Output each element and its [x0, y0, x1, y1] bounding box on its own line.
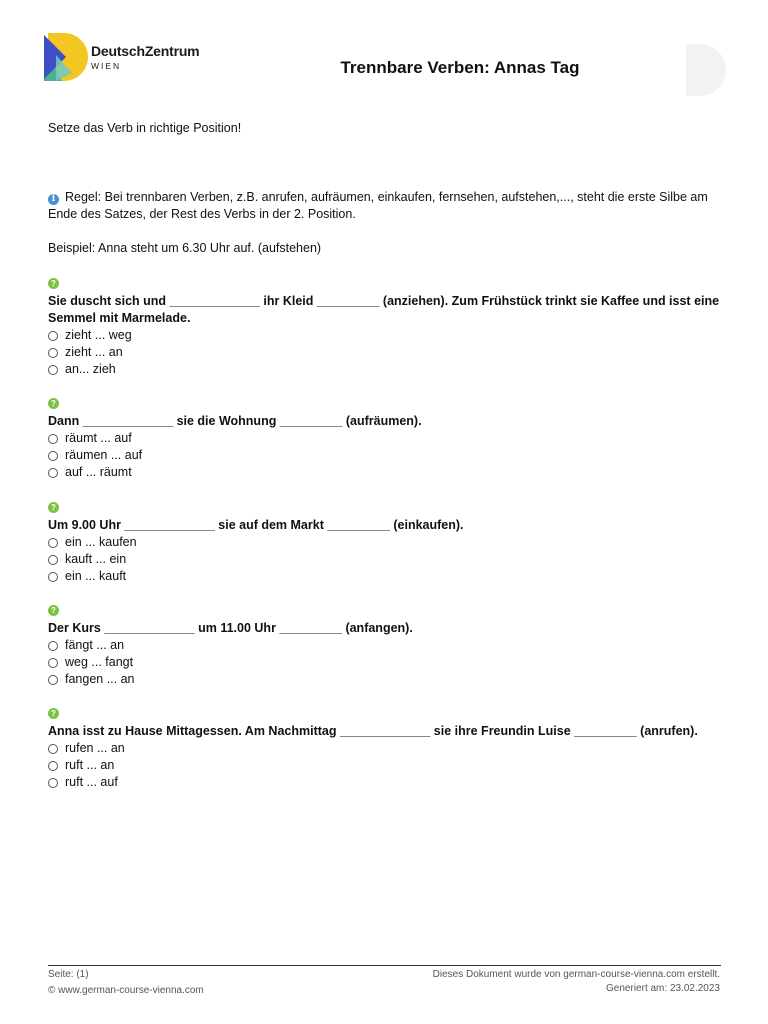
- option-label: rufen ... an: [65, 741, 125, 755]
- answer-option[interactable]: [48, 344, 728, 361]
- answer-option[interactable]: [48, 551, 728, 568]
- question-5: [48, 708, 728, 791]
- radio-button[interactable]: [48, 365, 58, 375]
- logo-city: WIEN: [91, 61, 122, 71]
- question-icon: ?: [48, 398, 59, 409]
- question-text: Um 9.00 Uhr _____________ sie auf dem Markt _________ (einkaufen).: [48, 518, 464, 532]
- logo-name: DeutschZentrum: [91, 43, 200, 59]
- radio-button[interactable]: [48, 658, 58, 668]
- footer-copyright: © www.german-course-vienna.com: [48, 985, 204, 996]
- logo-mark-icon: [42, 33, 88, 81]
- radio-button[interactable]: [48, 675, 58, 685]
- option-label: räumen ... auf: [65, 448, 143, 462]
- radio-button[interactable]: [48, 331, 58, 341]
- radio-button[interactable]: [48, 451, 58, 461]
- option-label: ruft ... an: [65, 758, 115, 772]
- radio-button[interactable]: [48, 468, 58, 478]
- option-label: räumt ... auf: [65, 431, 132, 445]
- radio-button[interactable]: [48, 348, 58, 358]
- page-title: Trennbare Verben: Annas Tag: [340, 58, 580, 77]
- option-label: zieht ... weg: [65, 328, 132, 342]
- radio-button[interactable]: [48, 744, 58, 754]
- option-label: auf ... räumt: [65, 465, 132, 479]
- footer-divider: [48, 965, 721, 966]
- option-label: ruft ... auf: [65, 775, 118, 789]
- option-label: kauft ... ein: [65, 552, 127, 566]
- answer-option[interactable]: [48, 757, 728, 774]
- radio-button[interactable]: [48, 778, 58, 788]
- question-icon: ?: [48, 502, 59, 513]
- answer-option[interactable]: [48, 671, 728, 688]
- rule-text: Regel: Bei trennbaren Verben, z.B. anrufen, aufräumen, einkaufen, fernsehen, aufstehen,..., steht die erste Silbe am Ende des Satzes, der Rest des Verbs in der 2. Position.: [48, 190, 708, 221]
- answer-option[interactable]: [48, 740, 728, 757]
- answer-option[interactable]: [48, 637, 728, 654]
- option-label: weg ... fangt: [65, 655, 134, 669]
- radio-button[interactable]: [48, 641, 58, 651]
- footer-page-number: Seite: (1): [48, 969, 89, 980]
- radio-button[interactable]: [48, 434, 58, 444]
- answer-option[interactable]: [48, 534, 728, 551]
- option-label: ein ... kauft: [65, 569, 127, 583]
- answer-option[interactable]: [48, 774, 728, 791]
- question-icon: ?: [48, 605, 59, 616]
- question-text: Anna isst zu Hause Mittagessen. Am Nachmittag _____________ sie ihre Freundin Luise _________ (anrufen).: [48, 724, 698, 738]
- radio-button[interactable]: [48, 555, 58, 565]
- option-label: fängt ... an: [65, 638, 125, 652]
- question-text: Sie duscht sich und _____________ ihr Kleid _________ (anziehen). Zum Frühstück trinkt sie Kaffee und isst eine Semmel mit Marmelade.: [48, 294, 720, 325]
- option-label: fangen ... an: [65, 672, 135, 686]
- question-icon: ?: [48, 278, 59, 289]
- footer-created-note: Dieses Dokument wurde von german-course-vienna.com erstellt.: [432, 969, 720, 980]
- info-icon: i: [48, 194, 59, 205]
- footer-generated-date: Generiert am: 23.02.2023: [606, 983, 720, 994]
- answer-option[interactable]: [48, 327, 728, 344]
- option-label: an... zieh: [65, 362, 116, 376]
- question-2: [48, 398, 728, 481]
- watermark-icon: [676, 40, 726, 100]
- example-text: Beispiel: Anna steht um 6.30 Uhr auf. (aufstehen): [48, 241, 322, 255]
- answer-option[interactable]: [48, 568, 728, 585]
- answer-option[interactable]: [48, 361, 728, 378]
- rule-block: [48, 189, 728, 223]
- radio-button[interactable]: [48, 761, 58, 771]
- option-label: ein ... kaufen: [65, 535, 137, 549]
- question-icon: ?: [48, 708, 59, 719]
- radio-button[interactable]: [48, 572, 58, 582]
- question-4: [48, 605, 728, 688]
- answer-option[interactable]: [48, 430, 728, 447]
- question-text: Dann _____________ sie die Wohnung _________ (aufräumen).: [48, 414, 422, 428]
- radio-button[interactable]: [48, 538, 58, 548]
- logo: [42, 33, 212, 83]
- question-text: Der Kurs _____________ um 11.00 Uhr _________ (anfangen).: [48, 621, 413, 635]
- instruction-text: Setze das Verb in richtige Position!: [48, 121, 242, 135]
- answer-option[interactable]: [48, 447, 728, 464]
- question-1: [48, 278, 728, 378]
- option-label: zieht ... an: [65, 345, 123, 359]
- question-3: [48, 502, 728, 585]
- answer-option[interactable]: [48, 464, 728, 481]
- answer-option[interactable]: [48, 654, 728, 671]
